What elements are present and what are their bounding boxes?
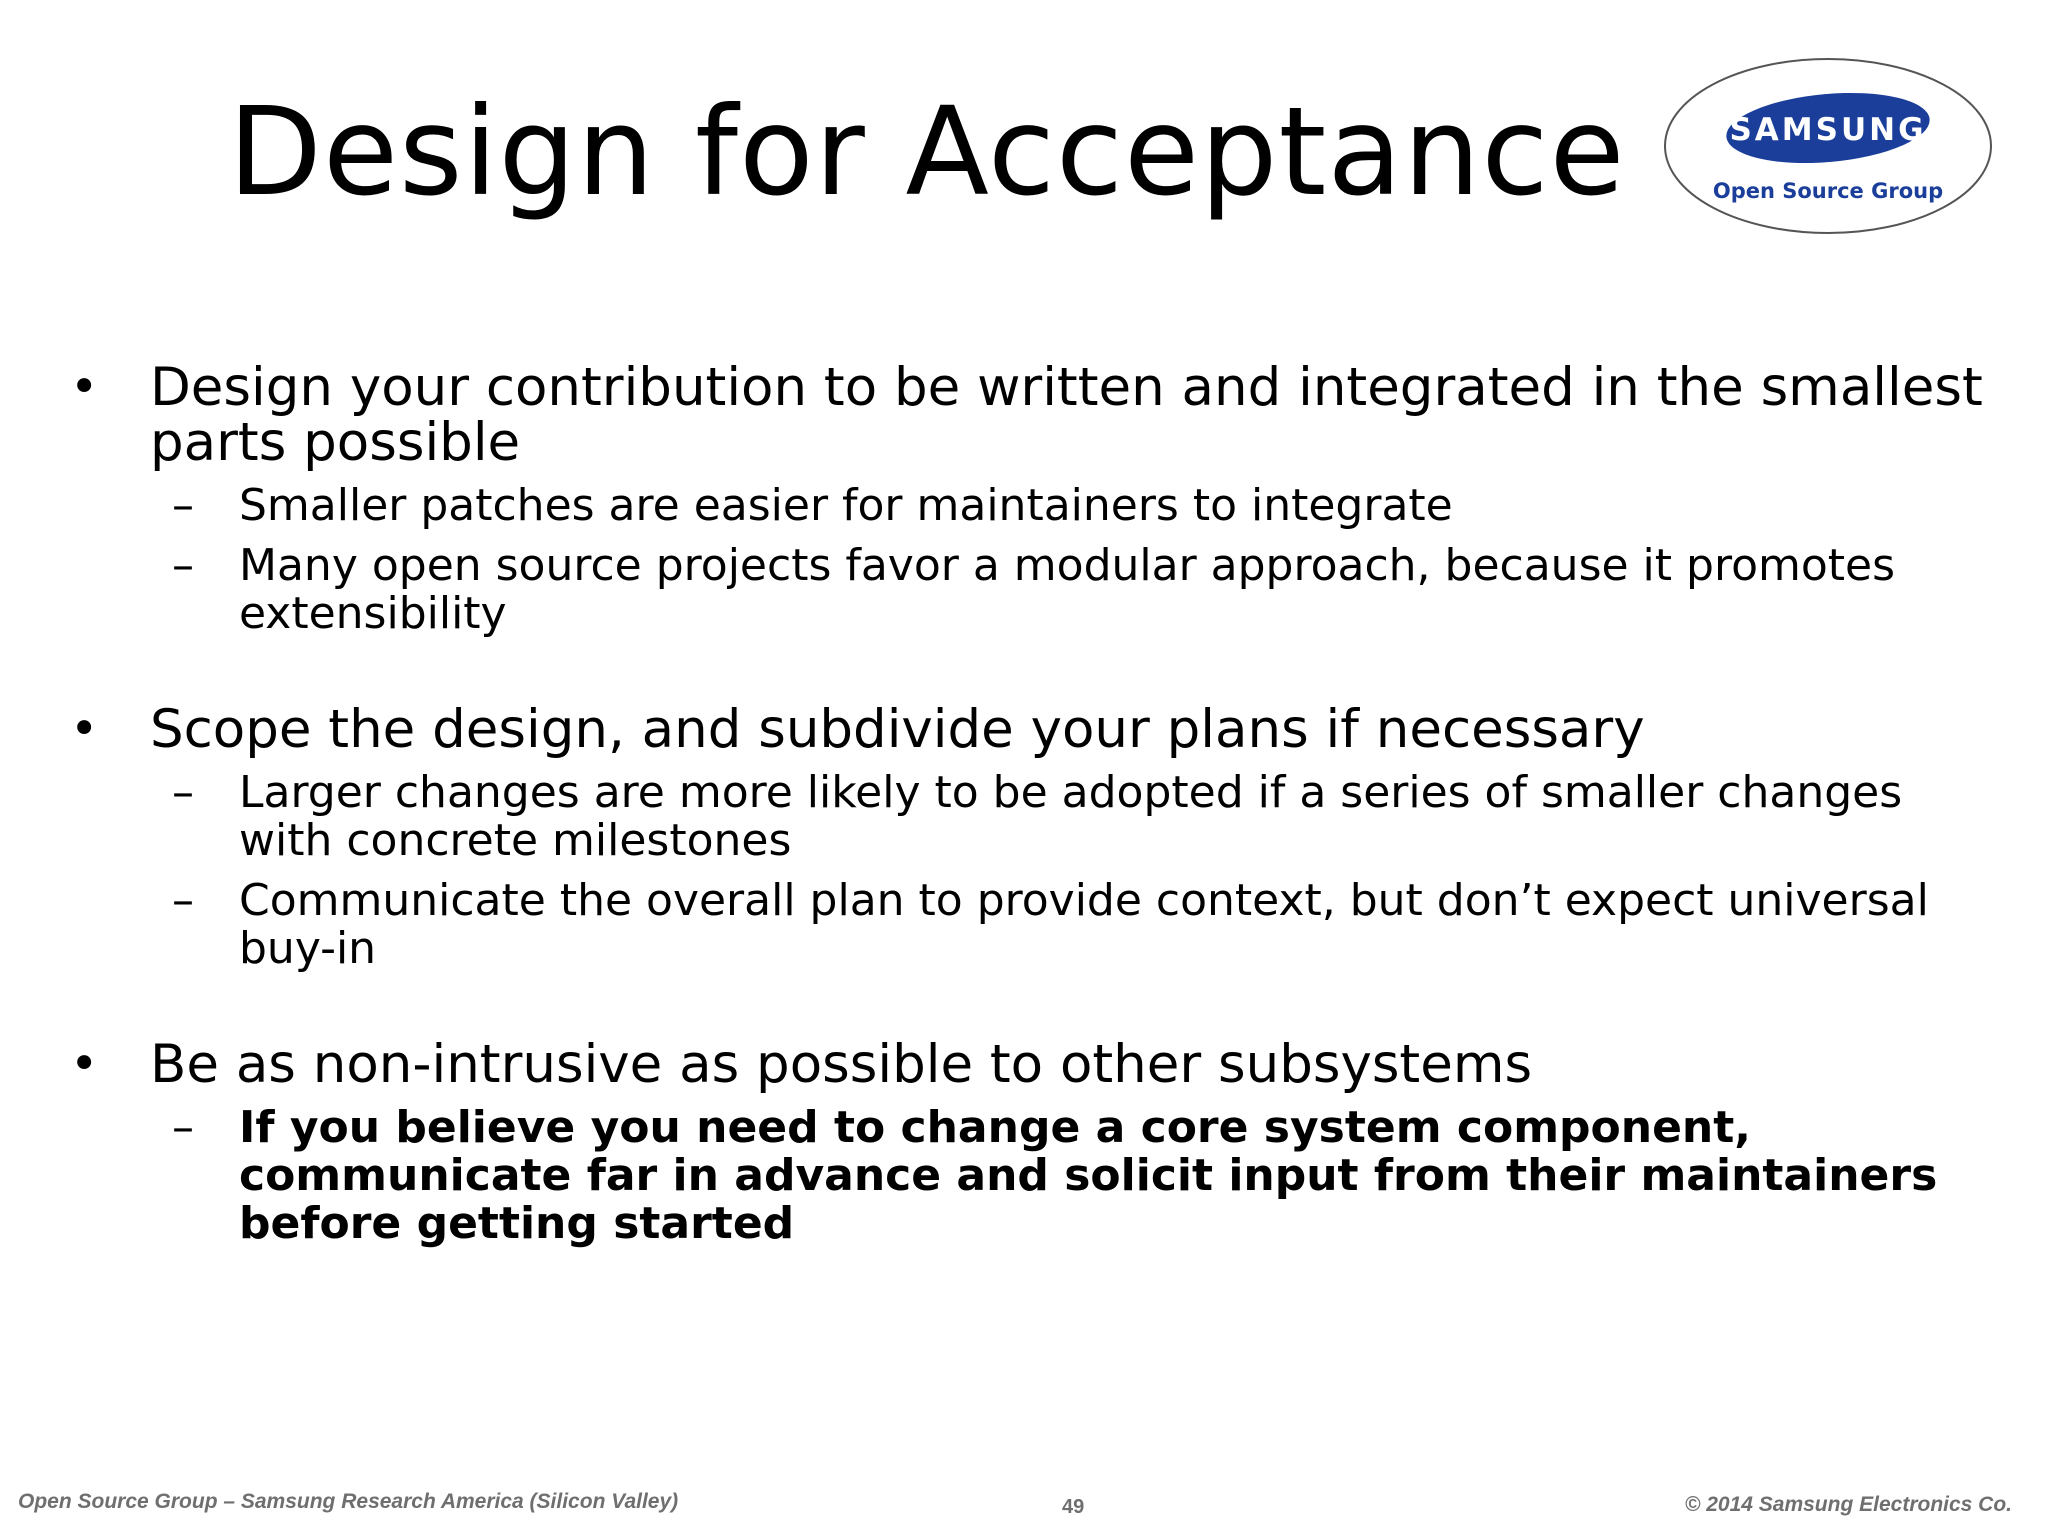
footer-copyright: © 2014 Samsung Electronics Co.: [1684, 1493, 2012, 1516]
sub-bullet-marker: –: [172, 875, 194, 926]
bullet-text: Be as non-intrusive as possible to other subsystems: [150, 1034, 1533, 1095]
sub-bullet-text: Many open source projects favor a modular approach, because it promotes extensibility: [239, 540, 1896, 639]
bullet-group-2: [60, 699, 2000, 974]
footer-organization: Open Source Group – Samsung Research America (Silicon Valley): [18, 1490, 679, 1513]
logo-subtitle-text: Open Source Group: [1712, 179, 1944, 203]
bullet-marker: •: [70, 701, 99, 757]
page-number: 49: [1062, 1496, 1085, 1518]
bullet-item: [60, 1034, 2000, 1095]
slide-body: [60, 357, 2000, 1249]
bullet-item: [60, 699, 2000, 760]
bullet-item: [60, 357, 2000, 473]
sub-bullet-marker: –: [172, 540, 194, 591]
slide-title: Design for Acceptance: [228, 81, 1626, 223]
sub-bullet-text: If you believe you need to change a core system component, communicate far in advance and solicit input from their maintainers before getting started: [239, 1102, 1938, 1249]
sub-bullet-text: Communicate the overall plan to provide context, but don’t expect universal buy-in: [239, 875, 1929, 974]
sub-bullet-item: [60, 1104, 2000, 1248]
sub-bullet-marker: –: [172, 767, 194, 818]
sub-bullet-item: [60, 769, 2000, 865]
bullet-marker: •: [70, 1036, 99, 1092]
sub-bullet-item: [60, 542, 2000, 638]
sub-bullet-item: [60, 482, 2000, 530]
bullet-marker: •: [70, 359, 99, 415]
bullet-group-1: [60, 357, 2000, 639]
bullet-group-3: [60, 1034, 2000, 1249]
sub-bullet-text: Larger changes are more likely to be adopted if a series of smaller changes with concrete milestones: [239, 767, 1903, 866]
sub-bullet-text: Smaller patches are easier for maintainers to integrate: [239, 480, 1453, 531]
logo-brand-text: SAMSUNG: [1729, 112, 1927, 148]
sub-bullet-marker: –: [172, 1102, 194, 1153]
bullet-text: Design your contribution to be written and integrated in the smallest parts possible: [150, 357, 1983, 473]
sub-bullet-marker: –: [172, 480, 194, 531]
sub-bullet-item: [60, 877, 2000, 973]
bullet-text: Scope the design, and subdivide your plans if necessary: [150, 699, 1645, 760]
samsung-logo: [1662, 56, 1994, 236]
